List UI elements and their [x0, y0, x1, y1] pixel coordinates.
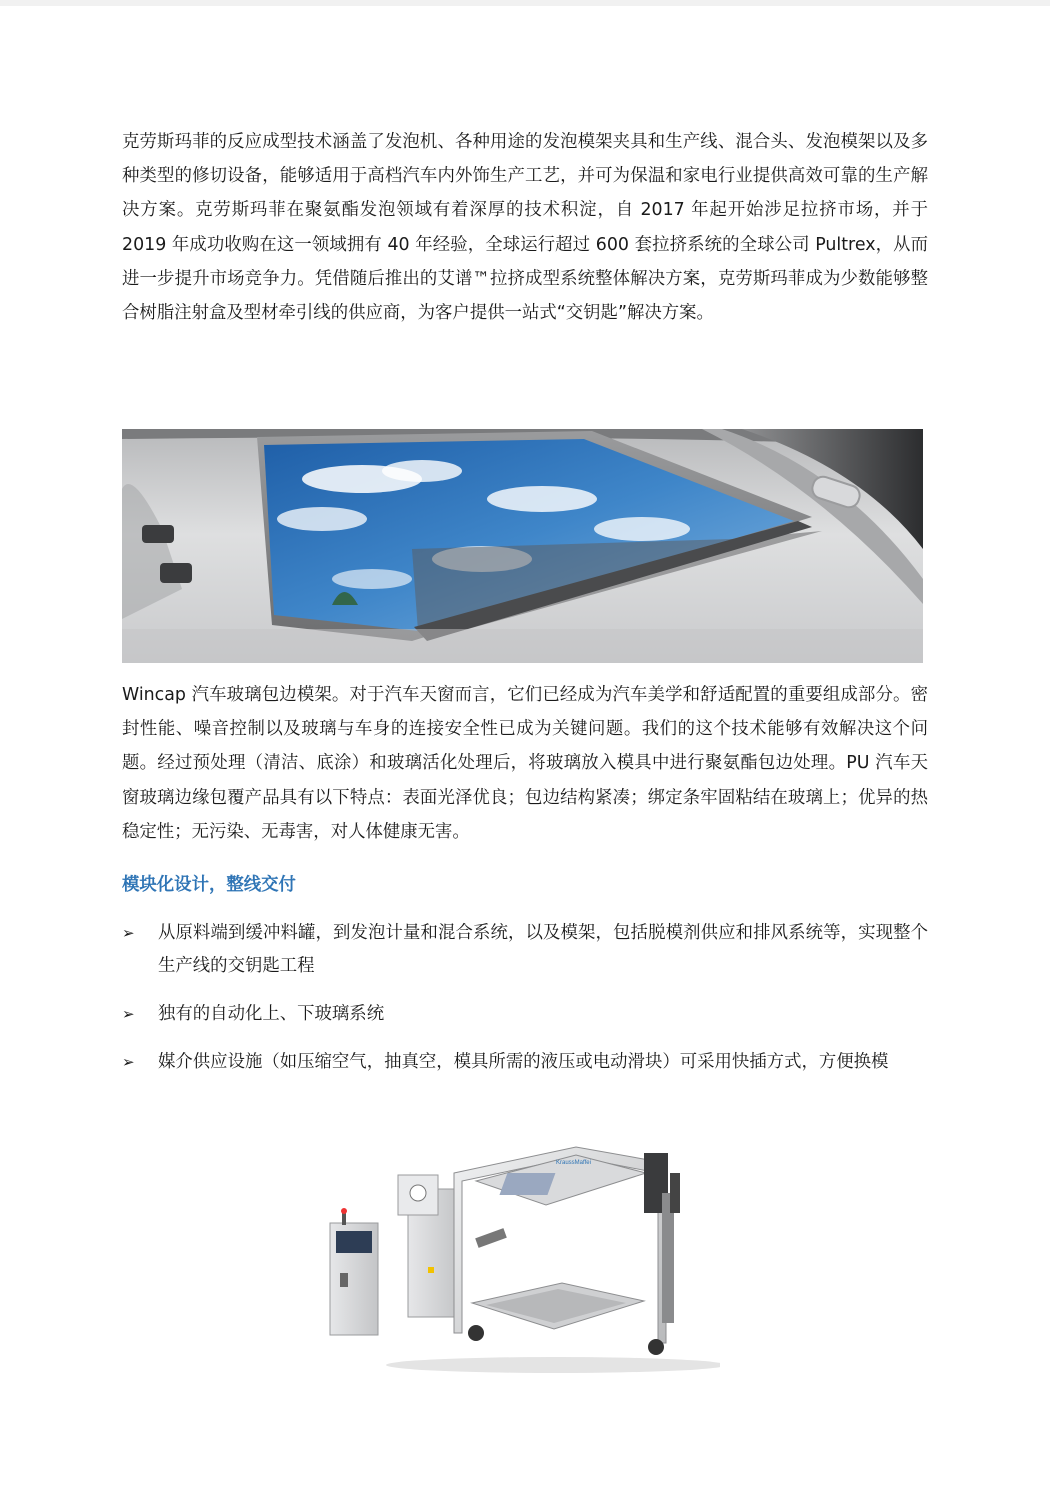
list-item-text: 媒介供应设施（如压缩空气，抽真空，模具所需的液压或电动滑块）可采用快插方式，方便换模: [158, 1052, 889, 1072]
foaming-machine-photo: [326, 1133, 720, 1375]
list-item: [122, 917, 928, 983]
bullet-arrow-icon: ➢: [122, 924, 135, 942]
list-item-text: 独有的自动化上、下玻璃系统: [158, 1004, 385, 1024]
list-item-text: 从原料端到缓冲料罐，到发泡计量和混合系统，以及模架，包括脱模剂供应和排风系统等，实现整个生产线的交钥匙工程: [158, 923, 928, 976]
page-top-band: [0, 0, 1050, 6]
wincap-paragraph: Wincap 汽车玻璃包边模架。对于汽车天窗而言，它们已经成为汽车美学和舒适配置的重要组成部分。密封性能、噪音控制以及玻璃与车身的连接安全性已成为关键问题。我们的这个技术能够有效解决这个问题。经过预处理（清洁、底涂）和玻璃活化处理后，将玻璃放入模具中进行聚氨酯包边处理。PU 汽车天窗玻璃边缘包覆产品具有以下特点：表面光泽优良；包边结构紧凑；绑定条牢固粘结在玻璃上；优异的热稳定性；无污染、无毒害，对人体健康无害。: [122, 685, 928, 842]
bullet-arrow-icon: ➢: [122, 1053, 135, 1071]
machine-brand-label: KraussMaffei: [556, 1160, 591, 1166]
feature-list: [122, 917, 928, 1094]
sunroof-photo: [122, 429, 923, 663]
section-heading: 模块化设计，整线交付: [122, 875, 296, 895]
list-item: [122, 998, 928, 1031]
list-item: [122, 1046, 928, 1079]
bullet-arrow-icon: ➢: [122, 1005, 135, 1023]
intro-paragraph: 克劳斯玛菲的反应成型技术涵盖了发泡机、各种用途的发泡模架夹具和生产线、混合头、发泡模架以及多种类型的修切设备，能够适用于高档汽车内外饰生产工艺，并可为保温和家电行业提供高效可靠的生产解决方案。克劳斯玛菲在聚氨酯发泡领域有着深厚的技术积淀，自 2017 年起开始涉足拉挤市场，并于 2019 年成功收购在这一领域拥有 40 年经验，全球运行超过 600 套拉挤系统的全球公司 Pultrex，从而进一步提升市场竞争力。凭借随后推出的艾谱™拉挤成型系统整体解决方案，克劳斯玛菲成为少数能够整合树脂注射盒及型材牵引线的供应商，为客户提供一站式“交钥匙”解决方案。: [122, 132, 928, 324]
